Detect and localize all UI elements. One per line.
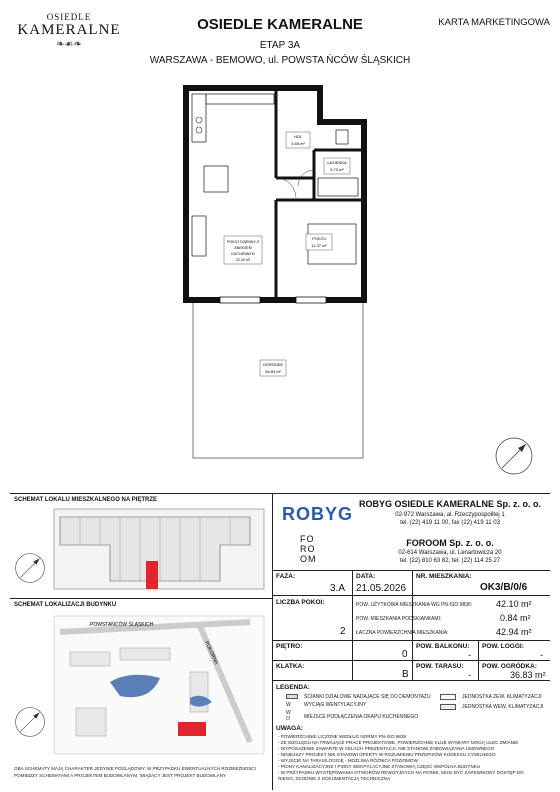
pow-total-value: 42.94 m² xyxy=(496,627,532,637)
floor-label: PIĘTRO: xyxy=(276,643,303,650)
highlighted-unit xyxy=(146,561,158,589)
hol-name: HOL xyxy=(293,134,303,139)
pow-attic-value: 0.84 m² xyxy=(500,613,531,623)
garden-size-label: POW. OGRÓDKA: xyxy=(482,663,537,670)
klatka-label: KLATKA: xyxy=(276,663,305,670)
divider-info xyxy=(272,570,550,571)
apartment-number-label: NR. MIESZKANIA: xyxy=(416,573,472,580)
note-8: NIEGO, ZGODNIE Z DOKUMENTACJĄ TECHNICZNĄ xyxy=(278,776,391,781)
address-label: WARSZAWA - BEMOWO, ul. POWSTA ŃCÓW ŚLĄSKICH xyxy=(149,55,411,66)
divider-top xyxy=(10,493,550,494)
ac-outdoor-icon xyxy=(440,694,456,700)
notes-title: UWAGA: xyxy=(276,725,304,732)
foroom-phone: tel. (22) 810 63 82, tel. (22) 114 25 27 xyxy=(399,558,501,564)
loggia-value: - xyxy=(540,650,543,660)
legend-item1: ŚCIANKI DZIAŁOWE NADAJĄCE SIĘ DO DEMONTAŻU xyxy=(304,694,431,700)
terrace-value: - xyxy=(468,670,471,680)
floor-plan xyxy=(100,80,460,470)
ac-indoor-icon xyxy=(440,704,456,710)
page-title: OSIEDLE KAMERALNE xyxy=(197,16,363,33)
compass-location-icon xyxy=(14,706,46,738)
pow-usable-label: POW. UŻYTKOWA MIESZKANIA WG PN-ISO 9836: xyxy=(356,602,473,608)
hol-area: 4.65 m² xyxy=(291,141,305,146)
bath-area: 3.73 m² xyxy=(330,167,344,172)
date-value: 21.05.2026 xyxy=(356,583,407,594)
legend-title: LEGENDA: xyxy=(276,684,310,691)
apartment-number-value: OK3/B/0/6 xyxy=(480,582,528,593)
bedroom-name: POKÓJ xyxy=(312,236,326,241)
note-3: - WYPOSAŻENIE ZAWARTE W CELACH PREZENTACJI, NIE STANOWI ZOBOWIĄZANIA UMOWNEGO xyxy=(278,746,495,751)
logo-ornament: ❧☙❧ xyxy=(56,39,82,50)
legend-w1: W xyxy=(286,702,291,708)
disclaimer-line1: OBA SCHEMATY MAJĄ CHARAKTER JEDYNIE POGLĄDOWY. W PRZYPADKU EWENTUALNYCH ROZBIEŻNOŚCI xyxy=(14,766,256,771)
date-label: DATA: xyxy=(356,573,376,580)
balcony-value: - xyxy=(468,650,471,660)
disclaimer-line2: POMIEDZY SCHEMATAMI A PROJEKTEM BUDOWLANYM, WIĄŻĄCY JEST PROJEKT BUDOWLANY xyxy=(14,773,227,778)
note-1: - POWIERZCHNIE LICZONE WEDŁUG NORMY PN-ISO 9836 xyxy=(278,734,407,739)
robyg-name: ROBYG OSIEDLE KAMERALNE Sp. z. o. o. xyxy=(358,499,541,509)
divider-vertical xyxy=(272,493,273,790)
logo-line2: KAMERALNE xyxy=(17,22,121,38)
note-5: - WYJŚCIE NA TARAS/LOGGIĘ - MOŻLIWA RÓŻNICA POZIOMÓW xyxy=(278,758,418,763)
garden-outline xyxy=(193,298,363,458)
foroom-logo xyxy=(300,534,317,564)
living-name3: KUCHENNYM xyxy=(231,252,255,256)
floor-schematic-title: SCHEMAT LOKALU MIESZKALNEGO NA PIĘTRZE xyxy=(14,497,157,503)
living-name1: POKÓJ DZIENNY Z xyxy=(226,240,260,244)
foroom-logo-1: FO xyxy=(300,534,315,544)
robyg-phone: tel. (22) 419 11 00, fax (22) 419 11 03 xyxy=(400,520,500,526)
foroom-logo-3: OM xyxy=(300,554,317,564)
klatka-value: B xyxy=(402,669,409,680)
garden-name: OGRÓDEK xyxy=(262,362,284,367)
divider-left-mid xyxy=(10,598,272,599)
floor-value: 0 xyxy=(402,649,408,660)
living-name2: ANEKSEM xyxy=(234,246,252,250)
faza-value: 3.A xyxy=(330,583,346,594)
floor-schematic xyxy=(50,505,268,593)
rooms-label: LICZBA POKOI: xyxy=(276,599,325,606)
partition-wall-icon xyxy=(286,694,298,699)
street-label-2: POKORNA xyxy=(203,640,220,666)
robyg-logo: ROBYG xyxy=(282,504,354,524)
document-type: KARTA MARKETINGOWA xyxy=(438,17,550,28)
living-area: 22.40 m² xyxy=(235,258,251,262)
stage-label: ETAP 3A xyxy=(259,40,301,51)
legend-item5: JEDNOSTKA WEW. KLIMATYZACJI xyxy=(462,704,544,710)
garden-size-value: 36.83 m² xyxy=(510,670,546,680)
faza-label: FAZA: xyxy=(276,573,296,580)
balcony-label: POW. BALKONU: xyxy=(416,643,470,650)
pow-attic-label: POW. MIESZKANIA PODSKIANKAMI: xyxy=(356,616,442,622)
terrace-label: POW. TARASU: xyxy=(416,663,464,670)
foroom-logo-2: RO xyxy=(300,544,316,554)
note-4: - NINIEJSZY PROJEKT NIE STANOWI OFERTY W ROZUMIENIU PRZEPISÓW KODEKSU CYWILNEGO xyxy=(278,752,496,757)
location-schematic-title: SCHEMAT LOKALIZACJI BUDYNKU xyxy=(14,602,117,608)
pow-total-label: ŁACZNA POWIERZCHNIA MIESZKANIA: xyxy=(356,630,449,636)
legend-o1: O xyxy=(286,716,290,722)
compass-icon xyxy=(494,436,534,476)
street-label-1: POWSTAŃCÓW ŚLĄSKICH xyxy=(90,622,154,628)
robyg-address: 02-972 Warszawa, al. Rzeczypospolitej 1 xyxy=(395,512,505,518)
legend-item3: MIEJSCE PODŁĄCZENIA OKAPU KUCHENNEGO xyxy=(304,714,419,720)
location-map xyxy=(50,612,268,758)
garden-area: 36.83 m² xyxy=(265,369,281,374)
legend-item2: WYCIĄG WENTYLACYJNY xyxy=(304,702,367,708)
bath-name: ŁAZIENKA xyxy=(327,160,347,165)
highlighted-building xyxy=(178,722,206,736)
legend-item4: JEDNOSTKA ZEW. KLIMATYZACJI xyxy=(462,694,542,700)
compass-small-icon xyxy=(14,552,46,584)
foroom-address: 02-614 Warszawa, ul. Lenartowicza 20 xyxy=(398,550,502,556)
note-2: - ZE WZGLĘDU NA TRWAJĄCE PRACE PROJEKTOWE, POWIERZCHNIE KLUB WYMIARY MOGĄ ULEC ZMIANIE xyxy=(278,740,519,745)
loggia-label: POW. LOGGI: xyxy=(482,643,524,650)
bedroom-area: 11.37 m² xyxy=(311,243,327,248)
foroom-name: FOROOM Sp. z. o. o. xyxy=(406,538,494,548)
pow-usable-value: 42.10 m² xyxy=(496,599,532,609)
note-6: - PIONY KANALIZACYJNE I PIONY WENTYLACYJNE STANOWIĄ CZĘŚĆ WSPÓLNA BUDYNKU xyxy=(278,764,481,769)
legend-w2: W xyxy=(286,710,291,716)
logo-line1: OSIEDLE xyxy=(46,12,92,22)
developer-logo xyxy=(14,12,124,50)
rooms-value: 2 xyxy=(340,626,346,637)
note-7: - W PRZYPADKU WYSTĘPOWANIA OTWORÓW REWIZYJNYCH NA PIONIE, MUSI BYĆ ZAPEWNIONY DOSTĘP DO xyxy=(278,770,524,775)
